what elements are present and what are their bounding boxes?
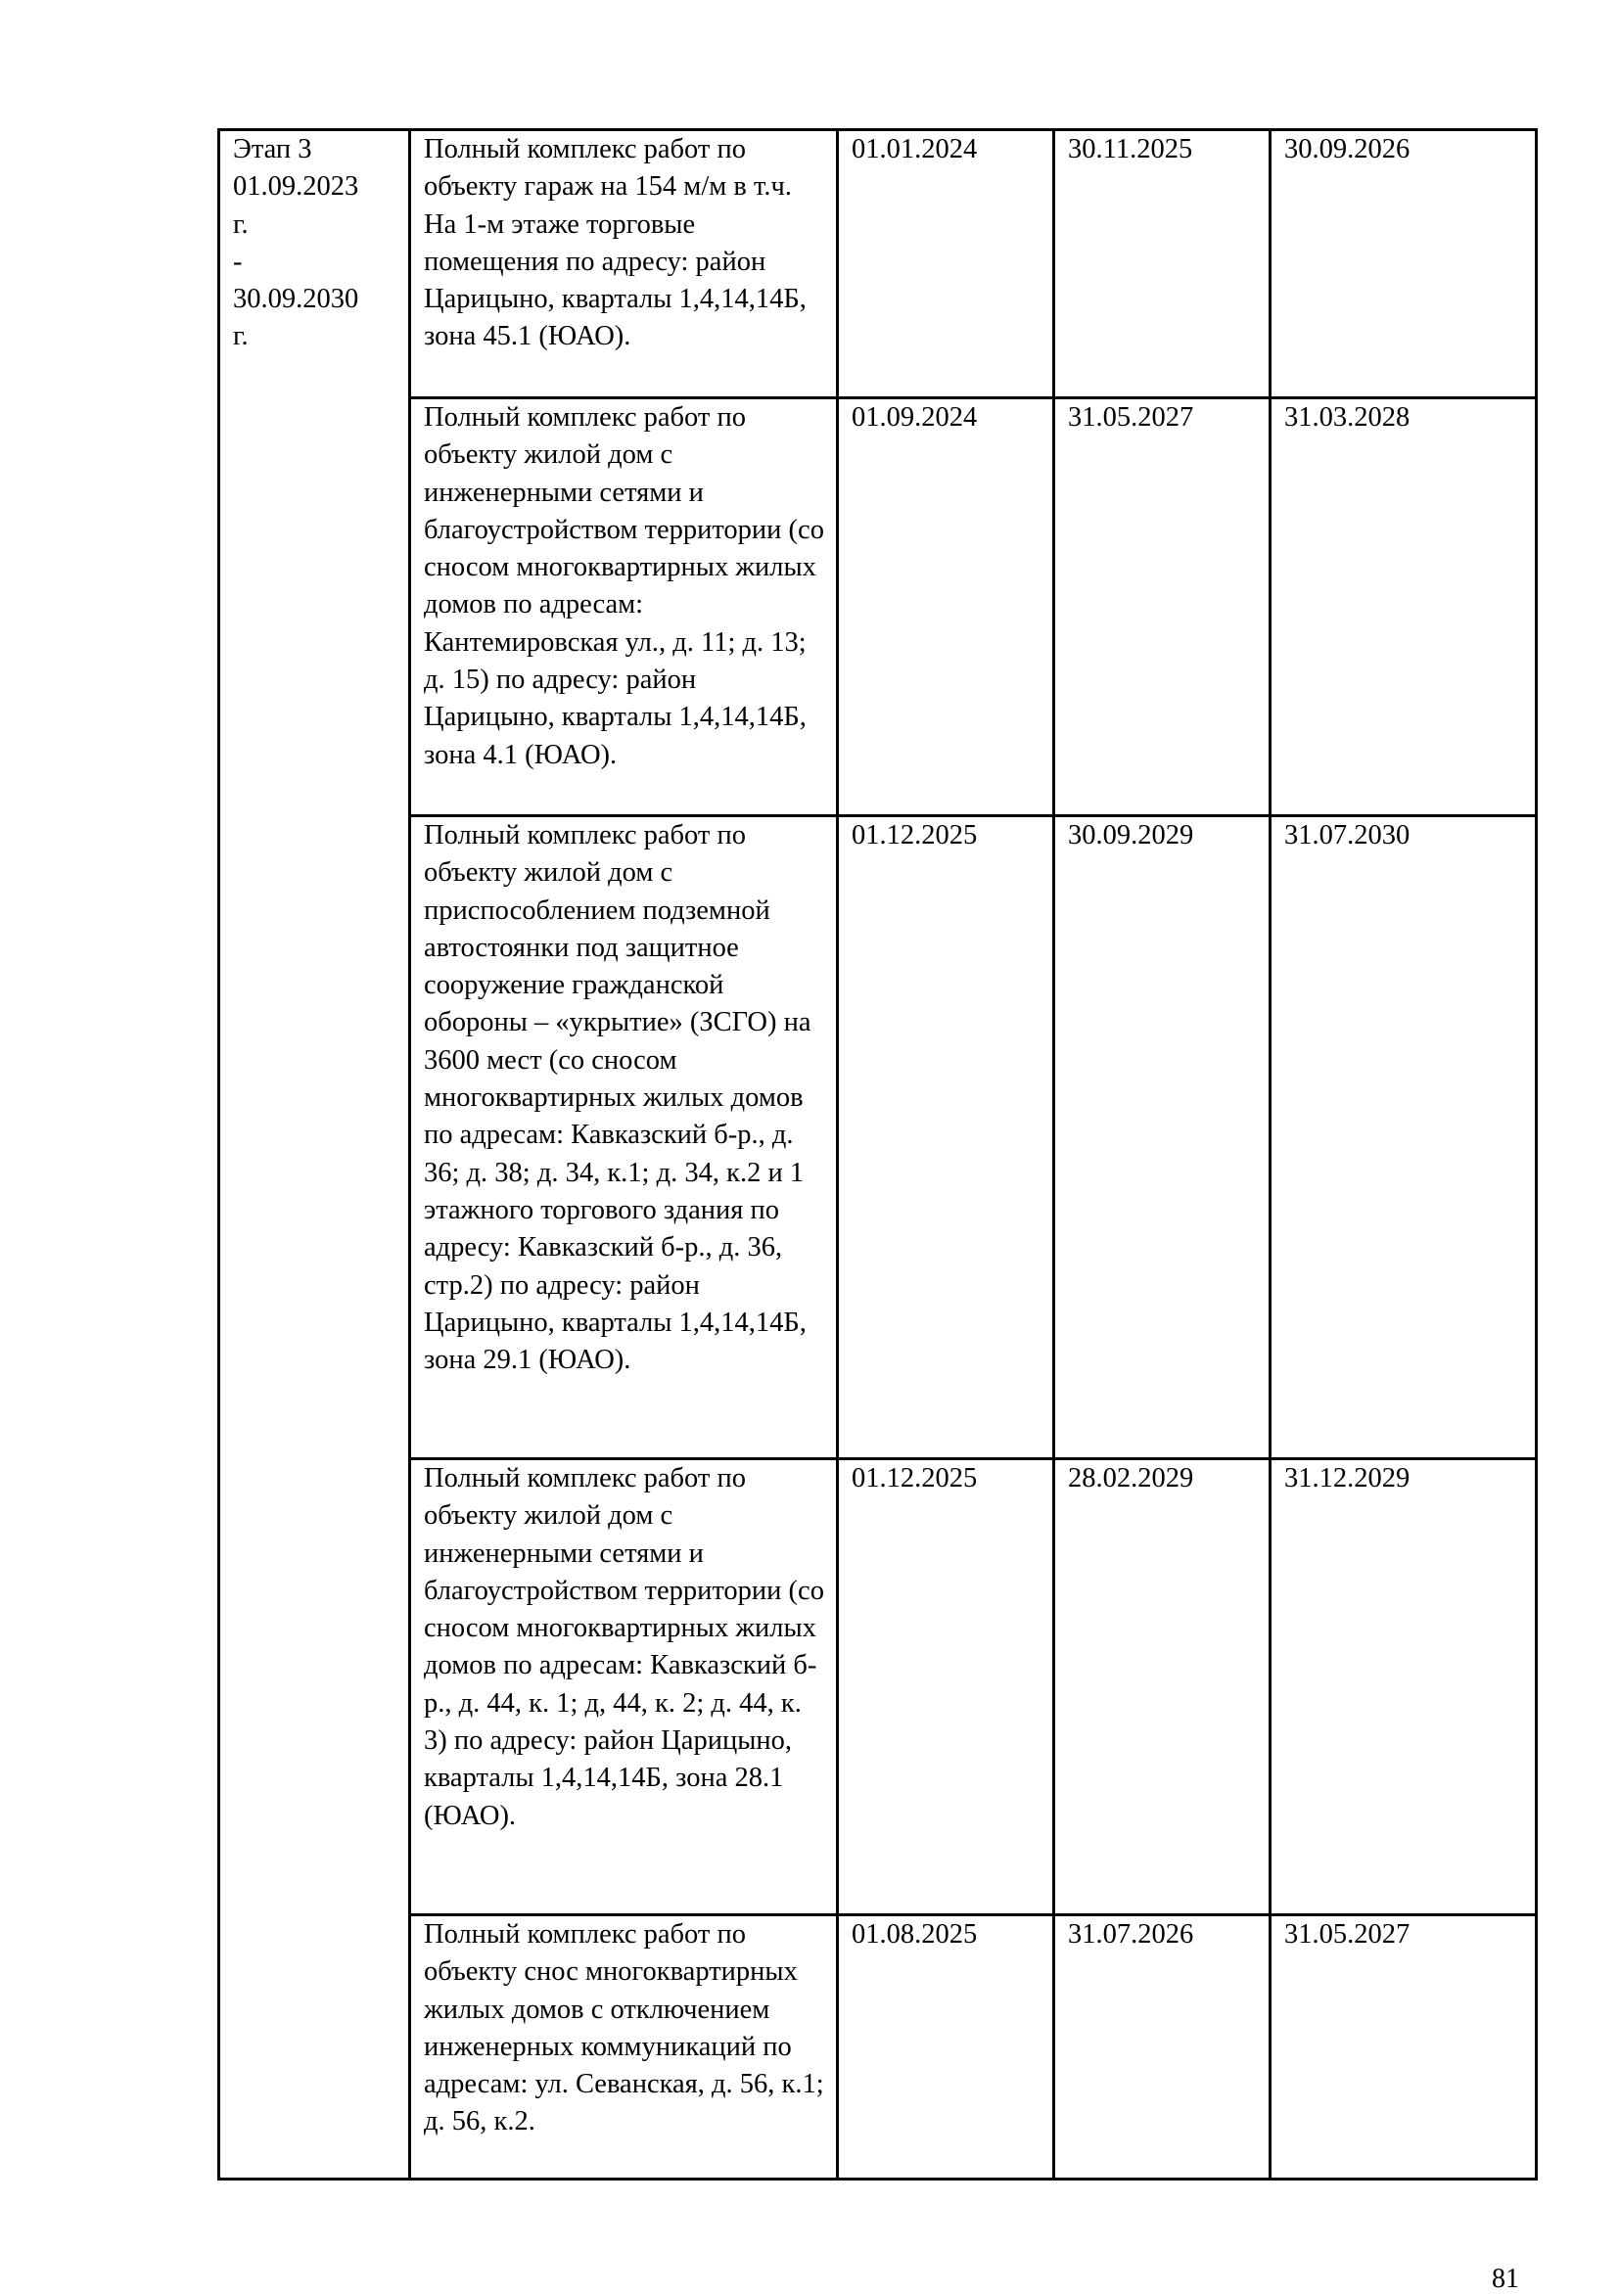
commission-date: 31.05.2027 bbox=[1271, 1915, 1537, 2180]
work-description: Полный комплекс работ по объекту жилой дом с приспособлением подземной автостоянки под защитное сооружение гражданской обороны – «укрытие» (ЗСГО) на 3600 мест (со сносом многоквартирных жилых домов по адресам: Кавказский б-р., д. 36; д. 38; д. 34, к.1; д. 34, к.2 и 1 этажного торгового здания по адресу: Кавказский б-р., д. 36, стр.2) по адресу: район Царицыно, кварталы 1,4,14,14Б, зона 29.1 (ЮАО). bbox=[410, 816, 838, 1459]
stage-dash: - bbox=[233, 246, 243, 277]
commission-date: 30.09.2026 bbox=[1271, 130, 1537, 398]
stage-end-date: 30.09.2030 bbox=[233, 284, 359, 315]
page-number: 81 bbox=[1492, 2264, 1519, 2294]
stage-start-suffix: г. bbox=[233, 208, 249, 240]
work-description: Полный комплекс работ по объекту жилой дом с инженерными сетями и благоустройством территории (со сносом многоквартирных жилых домов по адресам: Кавказский б-р., д. 44, к. 1; д, 44, к. 2; д. 44, к. 3) по адресу: район Царицыно, кварталы 1,4,14,14Б, зона 28.1 (ЮАО). bbox=[410, 1459, 838, 1915]
end-date: 30.11.2025 bbox=[1054, 130, 1271, 398]
stage-end-suffix: г. bbox=[233, 321, 249, 352]
table-row bbox=[219, 1459, 1537, 1915]
table-row bbox=[219, 130, 1537, 398]
stage-cell bbox=[219, 130, 410, 2180]
stage-start-date: 01.09.2023 bbox=[233, 171, 359, 203]
commission-date: 31.07.2030 bbox=[1271, 816, 1537, 1459]
start-date: 01.12.2025 bbox=[838, 1459, 1054, 1915]
work-description: Полный комплекс работ по объекту снос многоквартирных жилых домов с отключением инженерных коммуникаций по адресам: ул. Севанская, д. 56, к.1; д. 56, к.2. bbox=[410, 1915, 838, 2180]
start-date: 01.12.2025 bbox=[838, 816, 1054, 1459]
end-date: 30.09.2029 bbox=[1054, 816, 1271, 1459]
commission-date: 31.12.2029 bbox=[1271, 1459, 1537, 1915]
start-date: 01.01.2024 bbox=[838, 130, 1054, 398]
table-row bbox=[219, 398, 1537, 816]
work-description: Полный комплекс работ по объекту жилой дом с инженерными сетями и благоустройством территории (со сносом многоквартирных жилых домов по адресам: Кантемировская ул., д. 11; д. 13; д. 15) по адресу: район Царицыно, кварталы 1,4,14,14Б, зона 4.1 (ЮАО). bbox=[410, 398, 838, 816]
end-date: 31.05.2027 bbox=[1054, 398, 1271, 816]
end-date: 28.02.2029 bbox=[1054, 1459, 1271, 1915]
stage-title: Этап 3 bbox=[233, 134, 312, 164]
start-date: 01.08.2025 bbox=[838, 1915, 1054, 2180]
start-date: 01.09.2024 bbox=[838, 398, 1054, 816]
commission-date: 31.03.2028 bbox=[1271, 398, 1537, 816]
construction-schedule-table bbox=[217, 128, 1538, 2181]
table-row bbox=[219, 1915, 1537, 2180]
end-date: 31.07.2026 bbox=[1054, 1915, 1271, 2180]
table-row bbox=[219, 816, 1537, 1459]
work-description: Полный комплекс работ по объекту гараж на 154 м/м в т.ч. На 1-м этаже торговые помещения по адресу: район Царицыно, кварталы 1,4,14,14Б, зона 45.1 (ЮАО). bbox=[410, 130, 838, 398]
